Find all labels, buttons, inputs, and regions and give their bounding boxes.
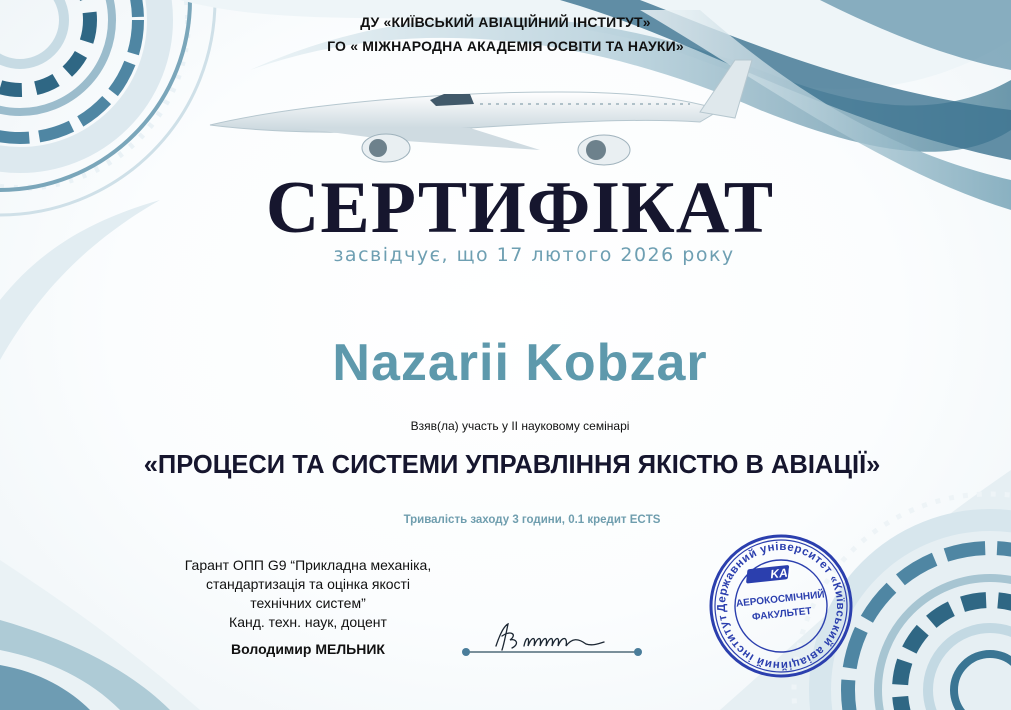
- certificate-title: СЕРТИФІКАТ: [265, 167, 775, 249]
- signatory-role-line: стандартизація та оцінка якості: [205, 576, 411, 592]
- signatory-role-line: Гарант ОПП G9 “Прикладна механіка,: [184, 557, 432, 573]
- recipient-name: Nazarii Kobzar: [332, 334, 708, 392]
- signature: [458, 616, 648, 662]
- signatory-role-line: технічних систем”: [250, 595, 366, 611]
- seminar-title: «ПРОЦЕСИ ТА СИСТЕМИ УПРАВЛІННЯ ЯКІСТЮ В АВІАЦІЇ»: [143, 451, 881, 479]
- signatory-role: [143, 556, 473, 632]
- organization-line-2: ГО « МІЖНАРОДНА АКАДЕМІЯ ОСВІТИ ТА НАУКИ»: [327, 38, 684, 54]
- signatory-role-line: Канд. техн. наук, доцент: [229, 614, 387, 630]
- certifies-date-line: засвідчує, що 17 лютого 2026 року: [333, 244, 735, 266]
- stamp-center-line-2: ФАКУЛЬТЕТ: [751, 605, 813, 624]
- signatory-name: Володимир МЕЛЬНИК: [231, 641, 385, 657]
- duration-line: Тривалість заходу 3 години, 0.1 кредит ECTS: [403, 514, 661, 526]
- stamp-outer-text: Державний університет «Київський авіаційний інститут»: [715, 540, 847, 672]
- organization-line-1: ДУ «КИЇВСЬКИЙ АВІАЦІЙНИЙ ІНСТИТУТ»: [360, 14, 651, 30]
- stamp-center-line-1: АЕРОКОСМІЧНИЙ: [735, 589, 826, 610]
- stamp-logo-text: KAI: [769, 565, 792, 582]
- participation-line: Взяв(ла) участь у ІІ науковому семінарі: [410, 419, 630, 433]
- official-stamp: [706, 526, 856, 686]
